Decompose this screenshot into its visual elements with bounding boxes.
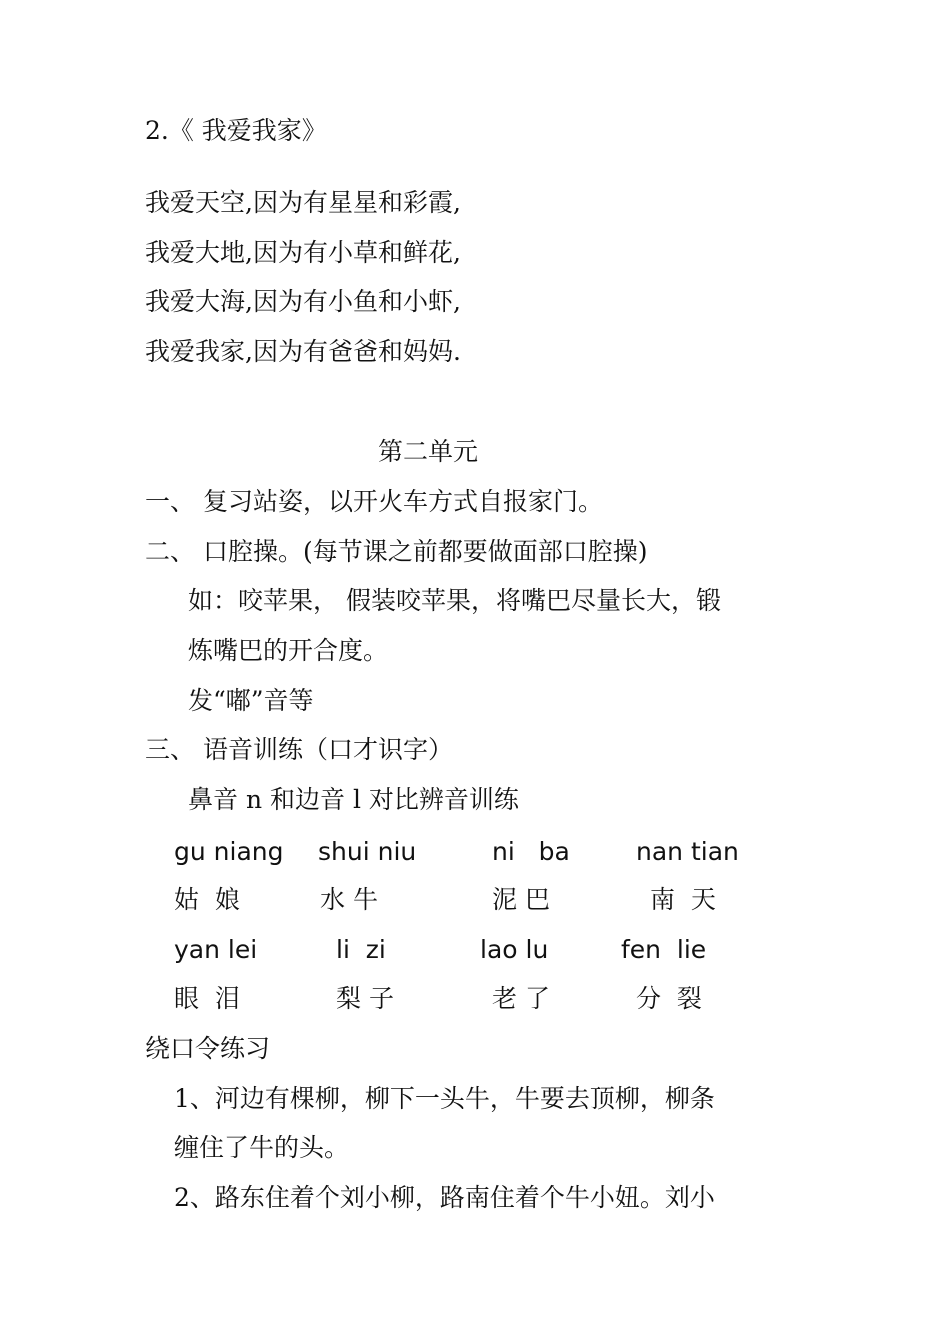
pinyin-cell: ni ba [492,837,570,866]
unit-item-2: 二、 口腔操。(每节课之前都要做面部口腔操) [145,537,648,566]
poem-line-1: 我爱天空,因为有星星和彩霞, [145,188,461,217]
hanzi-cell: 眼 泪 [174,984,240,1013]
pinyin-cell: yan lei [174,935,258,964]
unit-item-3: 三、 语音训练（口才识字） [145,735,453,764]
pinyin-cell: shui niu [318,837,417,866]
poem-line-3: 我爱大海,因为有小鱼和小虾, [145,287,461,316]
pinyin-cell: li zi [336,935,386,964]
pinyin-cell: gu niang [174,837,284,866]
pinyin-cell: nan tian [636,837,739,866]
unit-item-3-sub: 鼻音 n 和边音 l 对比辨音训练 [188,785,519,814]
hanzi-cell: 泥 巴 [492,885,550,914]
pinyin-cell: lao lu [480,935,549,964]
poem-line-2: 我爱大地,因为有小草和鲜花, [145,238,461,267]
unit-item-2-example-2: 炼嘴巴的开合度。 [188,636,389,665]
tongue-twister-1-line-1: 1、河边有棵柳，柳下一头牛，牛要去顶柳，柳条 [174,1084,715,1113]
unit-item-2-example-3: 发“嘟”音等 [188,686,314,715]
tongue-twister-2-line-1: 2、路东住着个刘小柳，路南住着个牛小妞。刘小 [174,1183,715,1212]
hanzi-cell: 梨 子 [336,984,394,1013]
unit-item-2-example-1: 如：咬苹果， 假装咬苹果，将嘴巴尽量长大，锻 [188,586,721,615]
tongue-twister-heading: 绕口令练习 [145,1034,271,1063]
hanzi-cell: 南 天 [650,885,716,914]
pinyin-cell: fen lie [621,935,707,964]
hanzi-cell: 老 了 [492,984,550,1013]
poem-line-4: 我爱我家,因为有爸爸和妈妈. [145,337,461,366]
unit-item-1: 一、 复习站姿，以开火车方式自报家门。 [145,487,603,516]
unit-heading: 第二单元 [378,437,479,466]
hanzi-cell: 姑 娘 [174,885,240,914]
hanzi-cell: 水 牛 [320,885,378,914]
tongue-twister-1-line-2: 缠住了牛的头。 [174,1133,350,1162]
poem-title: 2.《 我爱我家》 [145,116,327,145]
hanzi-cell: 分 裂 [636,984,702,1013]
